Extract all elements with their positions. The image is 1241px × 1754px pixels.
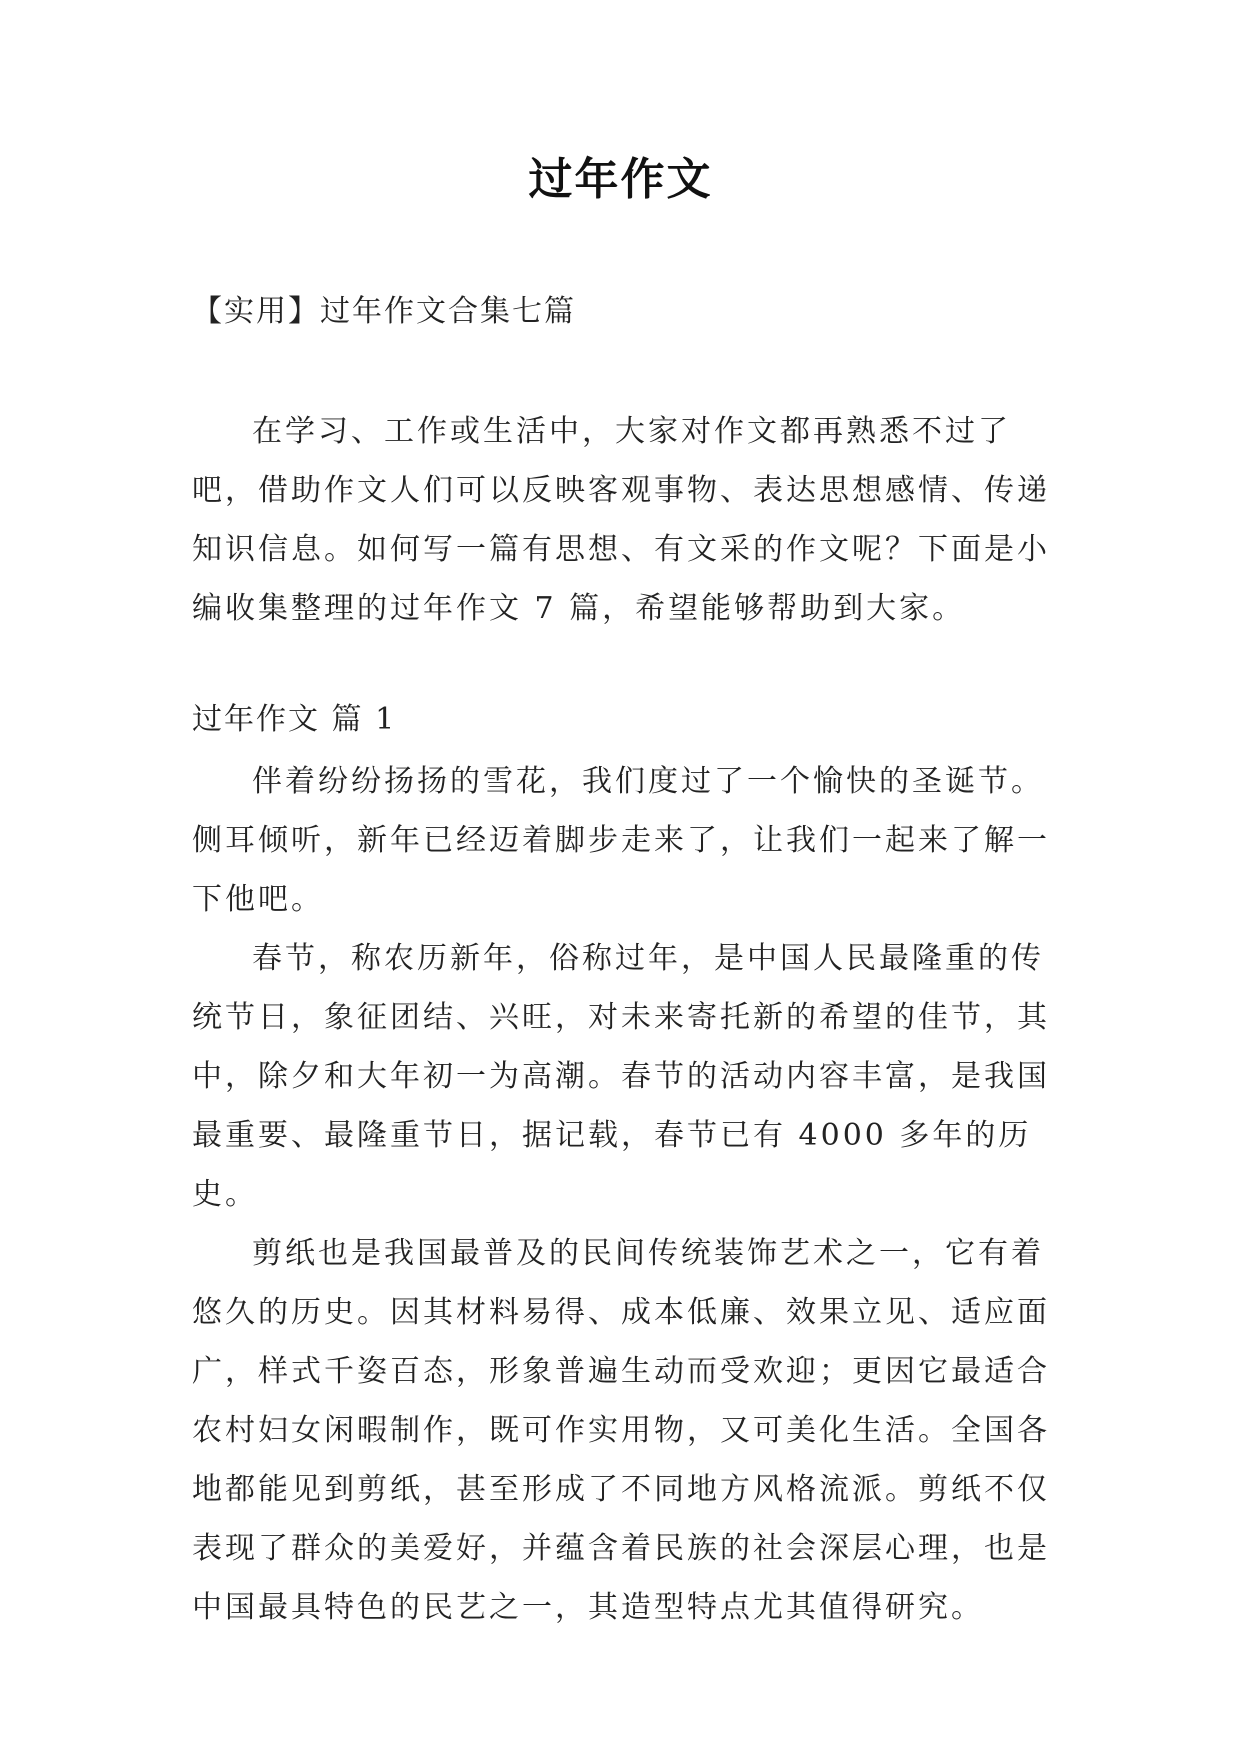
body-paragraph-2: 春节，称农历新年，俗称过年，是中国人民最隆重的传统节日，象征团结、兴旺，对未来寄托新的希望的佳节，其中，除夕和大年初一为高潮。春节的活动内容丰富，是我国最重要、最隆重节日，据记载，春节已有 4000 多年的历史。 (192, 941, 1050, 1212)
intro-paragraph: 在学习、工作或生活中，大家对作文都再熟悉不过了吧，借助作文人们可以反映客观事物、表达思想感情、传递知识信息。如何写一篇有思想、有文采的作文呢？下面是小编收集整理的过年作文 7 篇，希望能够帮助到大家。 (192, 414, 1050, 626)
document-title: 过年作文 (528, 154, 713, 205)
body-paragraph-3: 剪纸也是我国最普及的民间传统装饰艺术之一，它有着悠久的历史。因其材料易得、成本低廉、效果立见、适应面广，样式千姿百态，形象普遍生动而受欢迎；更因它最适合农村妇女闲暇制作，既可作实用物，又可美化生活。全国各地都能见到剪纸，甚至形成了不同地方风格流派。剪纸不仅表现了群众的美爱好，并蕴含着民族的社会深层心理，也是中国最具特色的民艺之一，其造型特点尤其值得研究。 (192, 1236, 1050, 1625)
section-title: 过年作文 篇 1 (192, 702, 397, 737)
body-paragraph-1: 伴着纷纷扬扬的雪花，我们度过了一个愉快的圣诞节。侧耳倾听，新年已经迈着脚步走来了，让我们一起来了解一下他吧。 (192, 764, 1050, 917)
document-subtitle: 【实用】过年作文合集七篇 (192, 294, 576, 329)
intro-block (192, 402, 1072, 638)
article-body (192, 752, 1072, 1637)
